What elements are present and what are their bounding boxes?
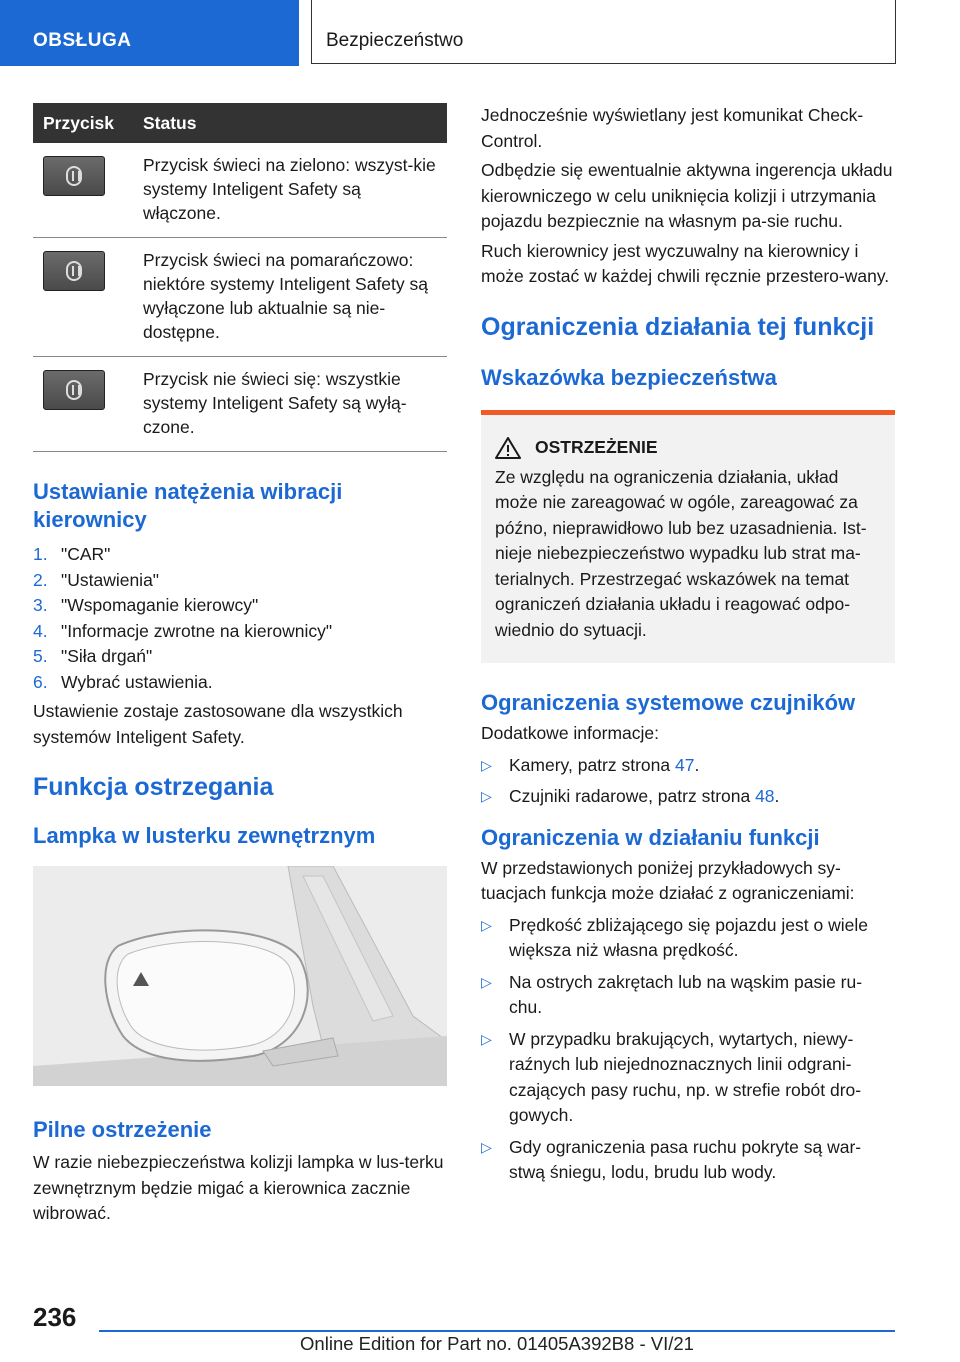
list-item: 6. Wybrać ustawienia. [33, 671, 213, 692]
steering-intervention-text: Odbędzie się ewentualnie aktywna ingerencja układu kierowniczego w celu uniknięcia kolizji i utrzymania pojazdu bezpiecznie na własnym pa-sie ruchu. [481, 160, 893, 231]
left-column [33, 103, 447, 1227]
list-item: 4. "Informacje zwrotne na kierownicy" [33, 620, 333, 641]
page-number: 236 [33, 1302, 77, 1332]
vibration-note: Ustawienie zostaje zastosowane dla wszystkich systemów Inteligent Safety. [33, 701, 403, 747]
list-item: 1. "CAR" [33, 544, 111, 564]
sensor-list [481, 753, 895, 810]
pre-warning-text: W razie niebezpieczeństwa kolizji lampka w lus-terku zewnętrznym będzie migać a kierownica zacznie wibrować. [33, 1152, 444, 1223]
safety-button-icon [43, 370, 105, 410]
function-limits-heading: Ograniczenia w działaniu funkcji [481, 824, 820, 850]
mirror-image [33, 866, 447, 1086]
list-item: ▷ Kamery, patrz strona 47. [481, 754, 700, 775]
pre-warning-heading: Pilne ostrzeżenie [33, 1117, 212, 1142]
safety-note-heading: Wskazówka bezpieczeństwa [481, 364, 777, 390]
list-item: 5. "Siła drgań" [33, 646, 153, 666]
list-item: ▷ W przypadku brakujących, wytartych, niewy-raźnych lub niejednoznacznych linii odgrani-czających pasy ruchu, np. w strefie robót dro-gowych. [481, 1028, 862, 1125]
list-item: 3. "Wspomaganie kierowcy" [33, 595, 259, 615]
function-intro: W przedstawionych poniżej przykładowych sy-tuacjach funkcja może działać z ograniczeniami: [481, 857, 855, 903]
warning-triangle-icon [495, 437, 521, 459]
button-status-table [33, 103, 447, 452]
right-column [481, 103, 895, 1192]
footer-divider [99, 1330, 895, 1332]
mirror-light-heading: Lampka w lusterku zewnętrznym [33, 823, 376, 848]
table-row [33, 357, 447, 452]
warning-function-heading: Funkcja ostrzegania [33, 773, 274, 801]
warning-text: Ze względu na ograniczenia działania, układ może nie zareagować w ogóle, zareagować za późno, nieprawidłowo lub bez uzasadnienia. Ist-nieje niebezpieczeństwo wypadku lub strat ma-terialnych. Przestrzegać wskazówek na temat ograniczeń działania układu i reagować odpo-wiednio do sytuacji. [495, 466, 867, 640]
check-control-text: Jednocześnie wyświetlany jest komunikat Check-Control. [481, 105, 864, 151]
warning-title: OSTRZEŻENIE [495, 437, 881, 459]
list-item: ▷ Czujniki radarowe, patrz strona 48. [481, 786, 780, 806]
table-header-status: Status [133, 103, 447, 143]
section-label: OBSŁUGA [33, 30, 132, 51]
list-item: 2. "Ustawienia" [33, 569, 160, 590]
table-header-button: Przycisk [33, 103, 133, 143]
safety-button-icon [43, 251, 105, 291]
page-link[interactable]: 47 [675, 754, 695, 775]
chapter-header [311, 0, 896, 64]
table-row [33, 143, 447, 238]
chapter-label: Bezpieczeństwo [326, 30, 464, 51]
vibration-heading: Ustawianie natężenia wibracji kierownicy [33, 479, 343, 532]
function-limits-list [481, 913, 895, 1186]
page-link[interactable]: 48 [755, 786, 775, 806]
table-row [33, 238, 447, 357]
status-text: Przycisk nie świeci się: wszystkie systemy Inteligent Safety są wyłą-czone. [133, 357, 447, 452]
warning-box [481, 410, 895, 664]
edition-footer: Online Edition for Part no. 01405A392B8 - VI/21 [300, 1333, 694, 1354]
status-text: Przycisk świeci na pomarańczowo: niektóre systemy Inteligent Safety są wyłączone lub aktualnie są nie-dostępne. [133, 238, 447, 357]
list-item: ▷ Prędkość zbliżającego się pojazdu jest o wiele większa niż własna prędkość. [481, 914, 868, 960]
limits-heading: Ograniczenia działania tej funkcji [481, 312, 875, 341]
section-tab[interactable] [0, 0, 299, 66]
sensor-limits-heading: Ograniczenia systemowe czujników [481, 690, 856, 715]
steering-movement-text: Ruch kierownicy jest wyczuwalny na kierownicy i może zostać w każdej chwili ręcznie przestero-wany. [481, 240, 890, 286]
status-text: Przycisk świeci na zielono: wszyst-kie systemy Inteligent Safety są włączone. [133, 143, 447, 238]
safety-button-icon [43, 156, 105, 196]
vibration-steps [33, 542, 447, 695]
list-item: ▷ Gdy ograniczenia pasa ruchu pokryte są war-stwą śniegu, lodu, brudu lub wody. [481, 1136, 862, 1182]
list-item: ▷ Na ostrych zakrętach lub na wąskim pasie ru-chu. [481, 971, 863, 1017]
sensor-intro: Dodatkowe informacje: [481, 723, 659, 743]
